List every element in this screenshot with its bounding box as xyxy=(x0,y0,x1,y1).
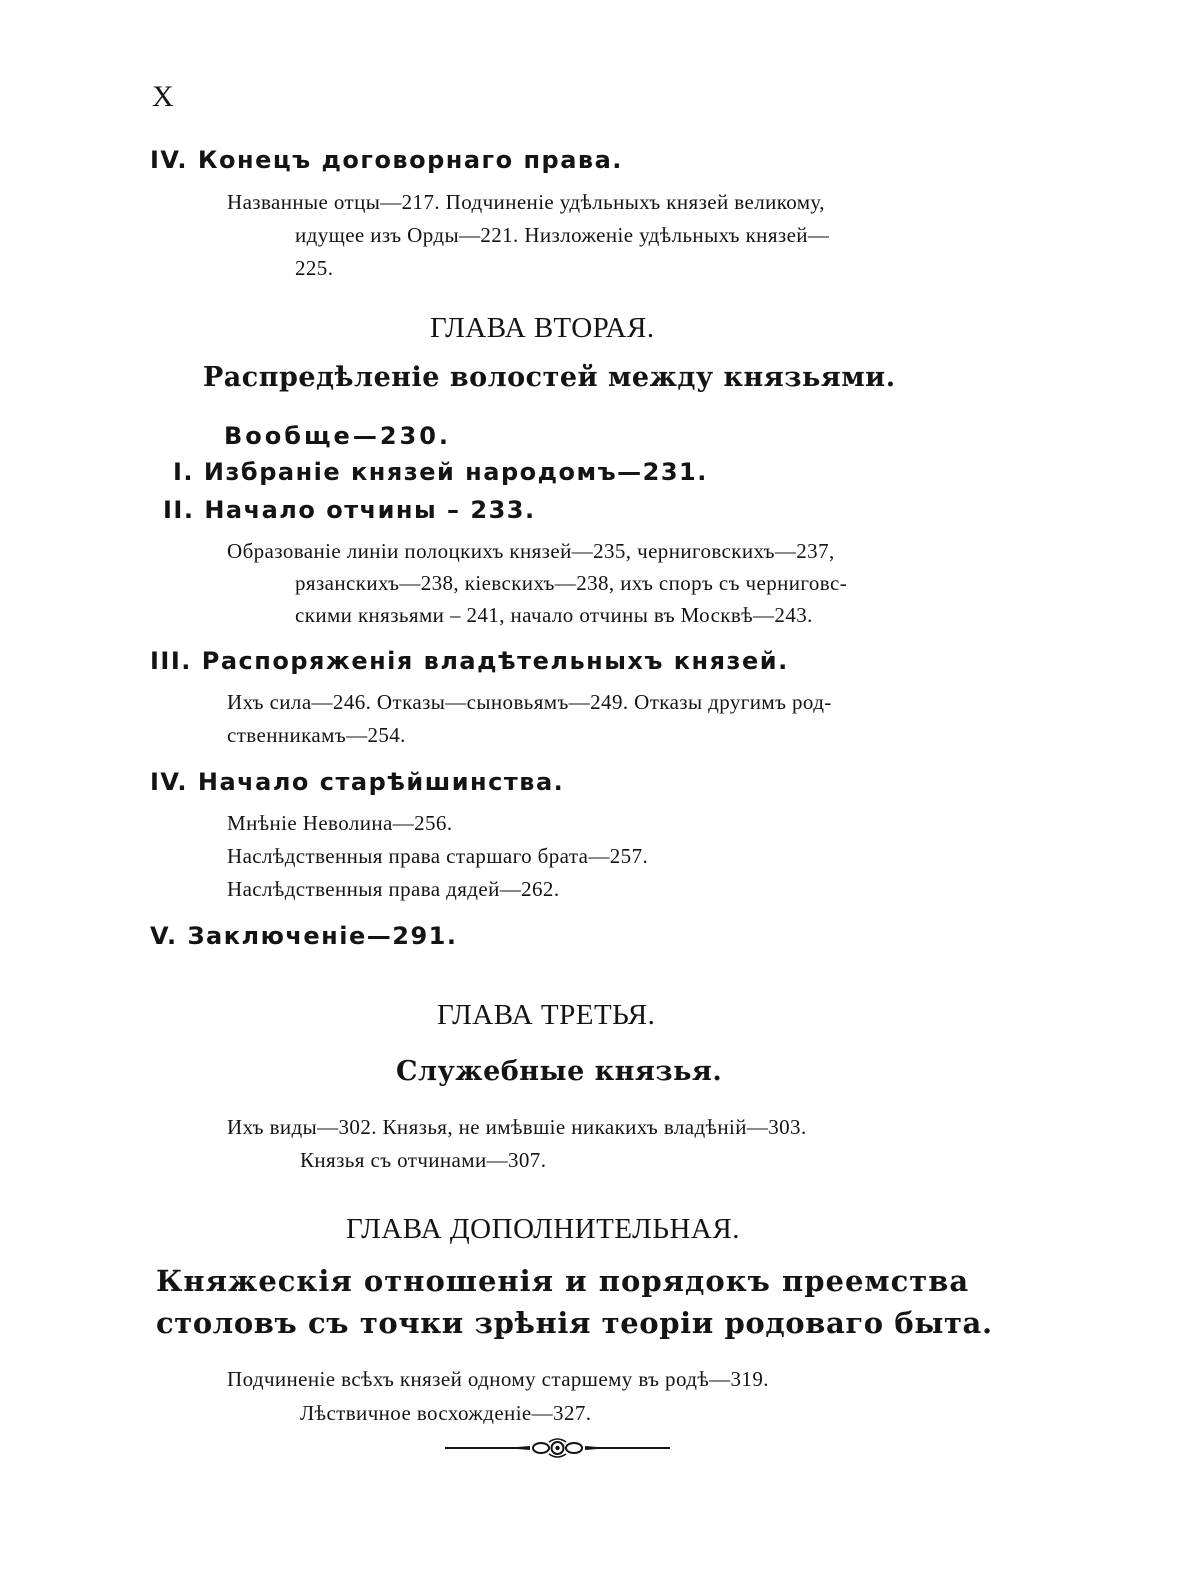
section-iv-b-line-3: Наслѣдственныя права дядей—262. xyxy=(227,877,560,901)
section-iii-line-2: ственникамъ—254. xyxy=(227,723,406,747)
chapter-extra-heading: ГЛАВА ДОПОЛНИТЕЛЬНАЯ. xyxy=(346,1213,740,1245)
section-ii-line-3: скими князьями – 241, начало отчины въ Москвѣ—243. xyxy=(295,603,813,627)
chapter-extra-line-2: Лѣствичное восхожденіе—327. xyxy=(300,1401,592,1425)
section-i-title: I. Избраніе князей народомъ—231. xyxy=(173,458,708,486)
section-iv-b-line-1: Мнѣніе Неволина—256. xyxy=(227,811,453,835)
chapter-three-title: Служебные князья. xyxy=(396,1056,723,1087)
section-ii-line-2: рязанскихъ—238, кіевскихъ—238, ихъ споръ съ черниговс- xyxy=(295,571,848,595)
chapter-extra-title-line-1: Княжескія отношенія и порядокъ преемства xyxy=(156,1264,970,1298)
chapter-extra-title-line-2: столовъ съ точки зрѣнія теоріи родоваго быта. xyxy=(156,1306,993,1340)
chapter-three-line-2: Князья съ отчинами—307. xyxy=(300,1148,547,1172)
section-ii-line-1: Образованіе линіи полоцкихъ князей—235, черниговскихъ—237, xyxy=(227,539,835,563)
section-iii-line-1: Ихъ сила—246. Отказы—сыновьямъ—249. Отказы другимъ род- xyxy=(227,690,832,714)
chapter-two-heading: ГЛАВА ВТОРАЯ. xyxy=(430,312,655,344)
chapter-two-title: Распредѣленіе волостей между князьями. xyxy=(203,362,896,393)
section-iv-b-title: IV. Начало старѣйшинства. xyxy=(150,768,565,796)
section-ii-title: II. Начало отчины – 233. xyxy=(163,496,536,524)
chapter-extra-line-1: Подчиненіе всѣхъ князей одному старшему въ родѣ—319. xyxy=(227,1367,769,1391)
section-iv-b-line-2: Наслѣдственныя права старшаго брата—257. xyxy=(227,844,649,868)
section-iv-a-title: IV. Конецъ договорнаго права. xyxy=(150,146,623,174)
section-iv-a-line-3: 225. xyxy=(295,256,334,280)
section-v-title: V. Заключеніе—291. xyxy=(150,922,458,950)
chapter-three-heading: ГЛАВА ТРЕТЬЯ. xyxy=(437,999,656,1031)
chapter-two-general: Вообще—230. xyxy=(224,422,452,450)
ornament-divider-icon xyxy=(445,1437,670,1459)
section-iii-title: III. Распоряженія владѣтельныхъ князей. xyxy=(150,647,789,675)
section-iv-a-line-1: Названные отцы—217. Подчиненіе удѣльныхъ князей великому, xyxy=(227,190,825,214)
chapter-three-line-1: Ихъ виды—302. Князья, не имѣвшіе никакихъ владѣній—303. xyxy=(227,1115,807,1139)
section-iv-a-line-2: идущее изъ Орды—221. Низложеніе удѣльныхъ князей— xyxy=(295,223,830,247)
page-number: X xyxy=(152,80,174,113)
